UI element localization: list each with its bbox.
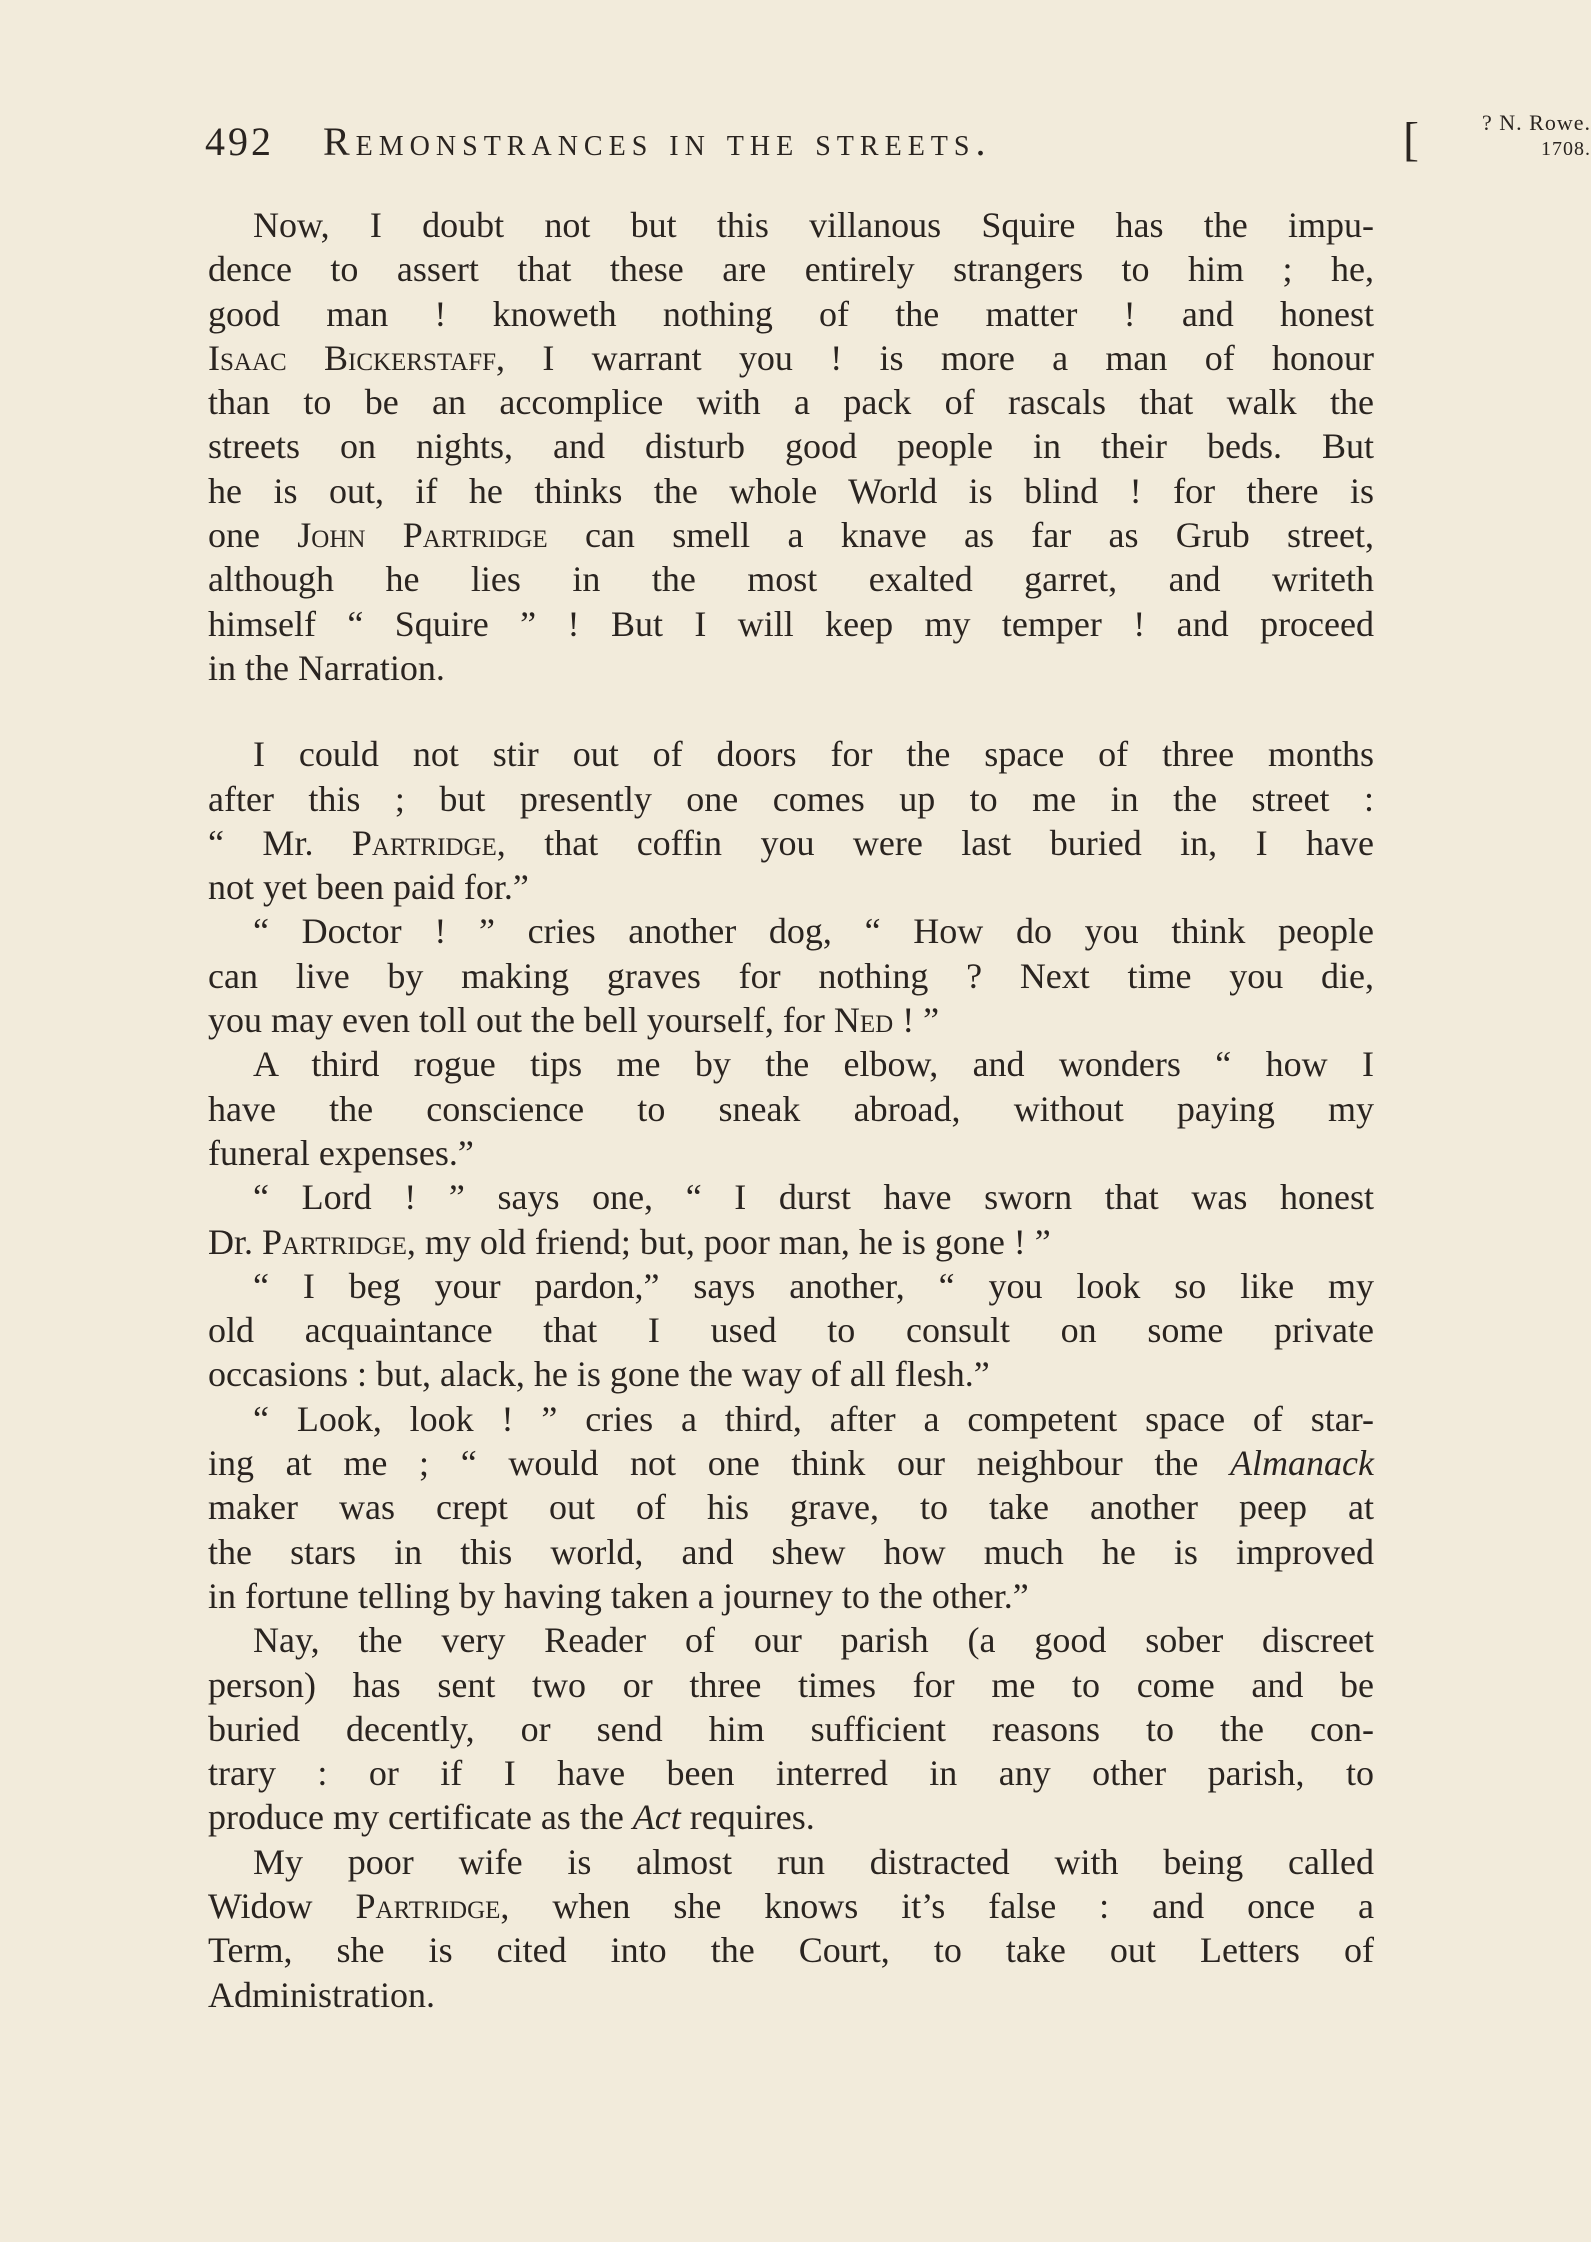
text-line xyxy=(208,777,1374,821)
text-run: I warrant you ! is more a man of honour xyxy=(505,337,1374,378)
text-run: person) has sent two or three times for me to come and be xyxy=(208,1664,1374,1705)
text-run: Nay, the very Reader of our parish (a good sober discreet xyxy=(253,1620,1374,1661)
text-run: can smell a knave as far as Grub street, xyxy=(547,515,1375,556)
text-run: “ I beg your pardon,” says another, “ you look so like my xyxy=(253,1265,1374,1306)
text-line xyxy=(208,1397,1374,1441)
text-line xyxy=(208,954,1374,998)
text-run: the stars in this world, and shew how much he is improved xyxy=(208,1531,1374,1572)
text-run: my old friend; but, poor man, he is gone ! ” xyxy=(415,1221,1051,1262)
text-run: dence to assert that these are entirely strangers to him ; he, xyxy=(208,249,1374,290)
text-line xyxy=(208,1707,1374,1751)
text-line xyxy=(208,1175,1374,1219)
text-run: streets on nights, and disturb good people in their beds. But xyxy=(208,426,1374,467)
text-line xyxy=(208,557,1374,601)
small-caps-name: Partridge, xyxy=(262,1221,416,1262)
text-line xyxy=(208,1574,1374,1618)
text-run: after this ; but presently one comes up to me in the street : xyxy=(208,778,1374,819)
text-run: occasions : but, alack, he is gone the way of all flesh.” xyxy=(208,1354,990,1395)
text-run: I could not stir out of doors for the space of three months xyxy=(253,734,1374,775)
text-line xyxy=(208,1087,1374,1131)
text-run: maker was crept out of his grave, to take another peep at xyxy=(208,1487,1374,1528)
text-line xyxy=(208,1308,1374,1352)
text-run: one xyxy=(208,515,298,556)
paragraph xyxy=(208,1397,1374,1618)
text-run: My poor wife is almost run distracted with being called xyxy=(253,1841,1374,1882)
text-line xyxy=(208,1795,1374,1839)
text-run: in the Narration. xyxy=(208,647,445,688)
text-line xyxy=(208,1352,1374,1396)
running-title: Remonstrances in the streets. xyxy=(323,119,992,164)
small-caps-name: Partridge, xyxy=(351,822,506,863)
text-line xyxy=(208,998,1374,1042)
paragraph-gap xyxy=(208,690,1374,732)
text-line xyxy=(208,646,1374,690)
text-line xyxy=(208,1663,1374,1707)
paragraph xyxy=(208,1618,1374,1839)
text-run: funeral expenses.” xyxy=(208,1132,474,1173)
text-run: requires. xyxy=(680,1797,815,1838)
side-note-author: ? N. Rowe. xyxy=(1482,110,1591,135)
small-caps-name: Partridge, xyxy=(355,1885,510,1926)
text-run: that coffin you were last buried in, I have xyxy=(505,822,1375,863)
text-run: than to be an accomplice with a pack of rascals that walk the xyxy=(208,382,1374,423)
text-run: when she knows it’s false : and once a xyxy=(509,1885,1374,1926)
text-line xyxy=(208,1485,1374,1529)
text-line xyxy=(208,336,1374,380)
side-note xyxy=(1321,110,1591,162)
text-run: “ Lord ! ” says one, “ I durst have sworn that was honest xyxy=(253,1177,1374,1218)
italic-word: Act xyxy=(632,1797,681,1838)
text-run: ! ” xyxy=(893,1000,940,1041)
text-line xyxy=(208,1884,1374,1928)
text-run: trary : or if I have been interred in any other parish, to xyxy=(208,1753,1374,1794)
text-run: can live by making graves for nothing ? Next time you die, xyxy=(208,955,1374,996)
page-number: 492 xyxy=(205,119,274,164)
text-run: have the conscience to sneak abroad, without paying my xyxy=(208,1088,1374,1129)
text-run: he is out, if he thinks the whole World is blind ! for there is xyxy=(208,470,1374,511)
text-run: “ Look, look ! ” cries a third, after a competent space of star- xyxy=(253,1398,1374,1439)
text-line xyxy=(208,1220,1374,1264)
page-header xyxy=(205,110,1591,170)
text-line xyxy=(208,513,1374,557)
text-run: you may even toll out the bell yourself, for xyxy=(208,1000,834,1041)
text-line xyxy=(208,292,1374,336)
text-line xyxy=(208,909,1374,953)
body-text xyxy=(208,203,1374,2017)
text-run: Administration. xyxy=(208,1974,435,2015)
text-line xyxy=(208,1441,1374,1485)
text-run: ing at me ; “ would not one think our neighbour the xyxy=(208,1443,1231,1484)
paragraph xyxy=(208,203,1374,690)
text-run: “ Mr. xyxy=(208,822,352,863)
small-caps-name: Isaac Bickerstaff, xyxy=(208,337,506,378)
text-line xyxy=(208,1264,1374,1308)
paragraph xyxy=(208,732,1374,909)
text-run: himself “ Squire ” ! But I will keep my temper ! and proceed xyxy=(208,603,1374,644)
paragraph xyxy=(208,909,1374,1042)
text-line xyxy=(208,1131,1374,1175)
text-line xyxy=(208,865,1374,909)
text-line xyxy=(208,1973,1374,2017)
text-run: old acquaintance that I used to consult on some private xyxy=(208,1310,1374,1351)
text-line xyxy=(208,380,1374,424)
small-caps-name: John Partridge xyxy=(297,515,548,556)
text-line xyxy=(208,469,1374,513)
text-run: not yet been paid for.” xyxy=(208,867,529,908)
small-caps-name: Ned xyxy=(833,1000,894,1041)
text-line xyxy=(208,203,1374,247)
text-line xyxy=(208,602,1374,646)
text-line xyxy=(208,1618,1374,1662)
italic-word: Almanack xyxy=(1230,1443,1374,1484)
header-bracket: [ xyxy=(1403,113,1422,166)
text-run: in fortune telling by having taken a journey to the other.” xyxy=(208,1575,1029,1616)
paragraph xyxy=(208,1264,1374,1397)
text-line xyxy=(208,1530,1374,1574)
text-line xyxy=(208,424,1374,468)
text-line xyxy=(208,821,1374,865)
text-run: produce my certificate as the xyxy=(208,1797,633,1838)
paragraph xyxy=(208,1175,1374,1264)
paragraph xyxy=(208,1840,1374,2017)
text-run: Widow xyxy=(208,1885,356,1926)
text-line xyxy=(208,1042,1374,1086)
text-line xyxy=(208,247,1374,291)
text-line xyxy=(208,732,1374,776)
text-run: “ Doctor ! ” cries another dog, “ How do you think people xyxy=(253,911,1374,952)
paragraph xyxy=(208,1042,1374,1175)
text-run: buried decently, or send him sufficient reasons to the con- xyxy=(208,1708,1374,1749)
side-note-year: 1708. xyxy=(1541,138,1591,160)
text-run: Now, I doubt not but this villanous Squire has the impu- xyxy=(253,205,1374,245)
text-run: Term, she is cited into the Court, to take out Letters of xyxy=(208,1930,1374,1971)
text-run: good man ! knoweth nothing of the matter ! and honest xyxy=(208,293,1374,334)
text-run: A third rogue tips me by the elbow, and wonders “ how I xyxy=(253,1044,1374,1085)
text-run: Dr. xyxy=(208,1221,262,1262)
text-line xyxy=(208,1840,1374,1884)
text-line xyxy=(208,1751,1374,1795)
text-line xyxy=(208,1928,1374,1972)
text-run: although he lies in the most exalted garret, and writeth xyxy=(208,559,1374,600)
